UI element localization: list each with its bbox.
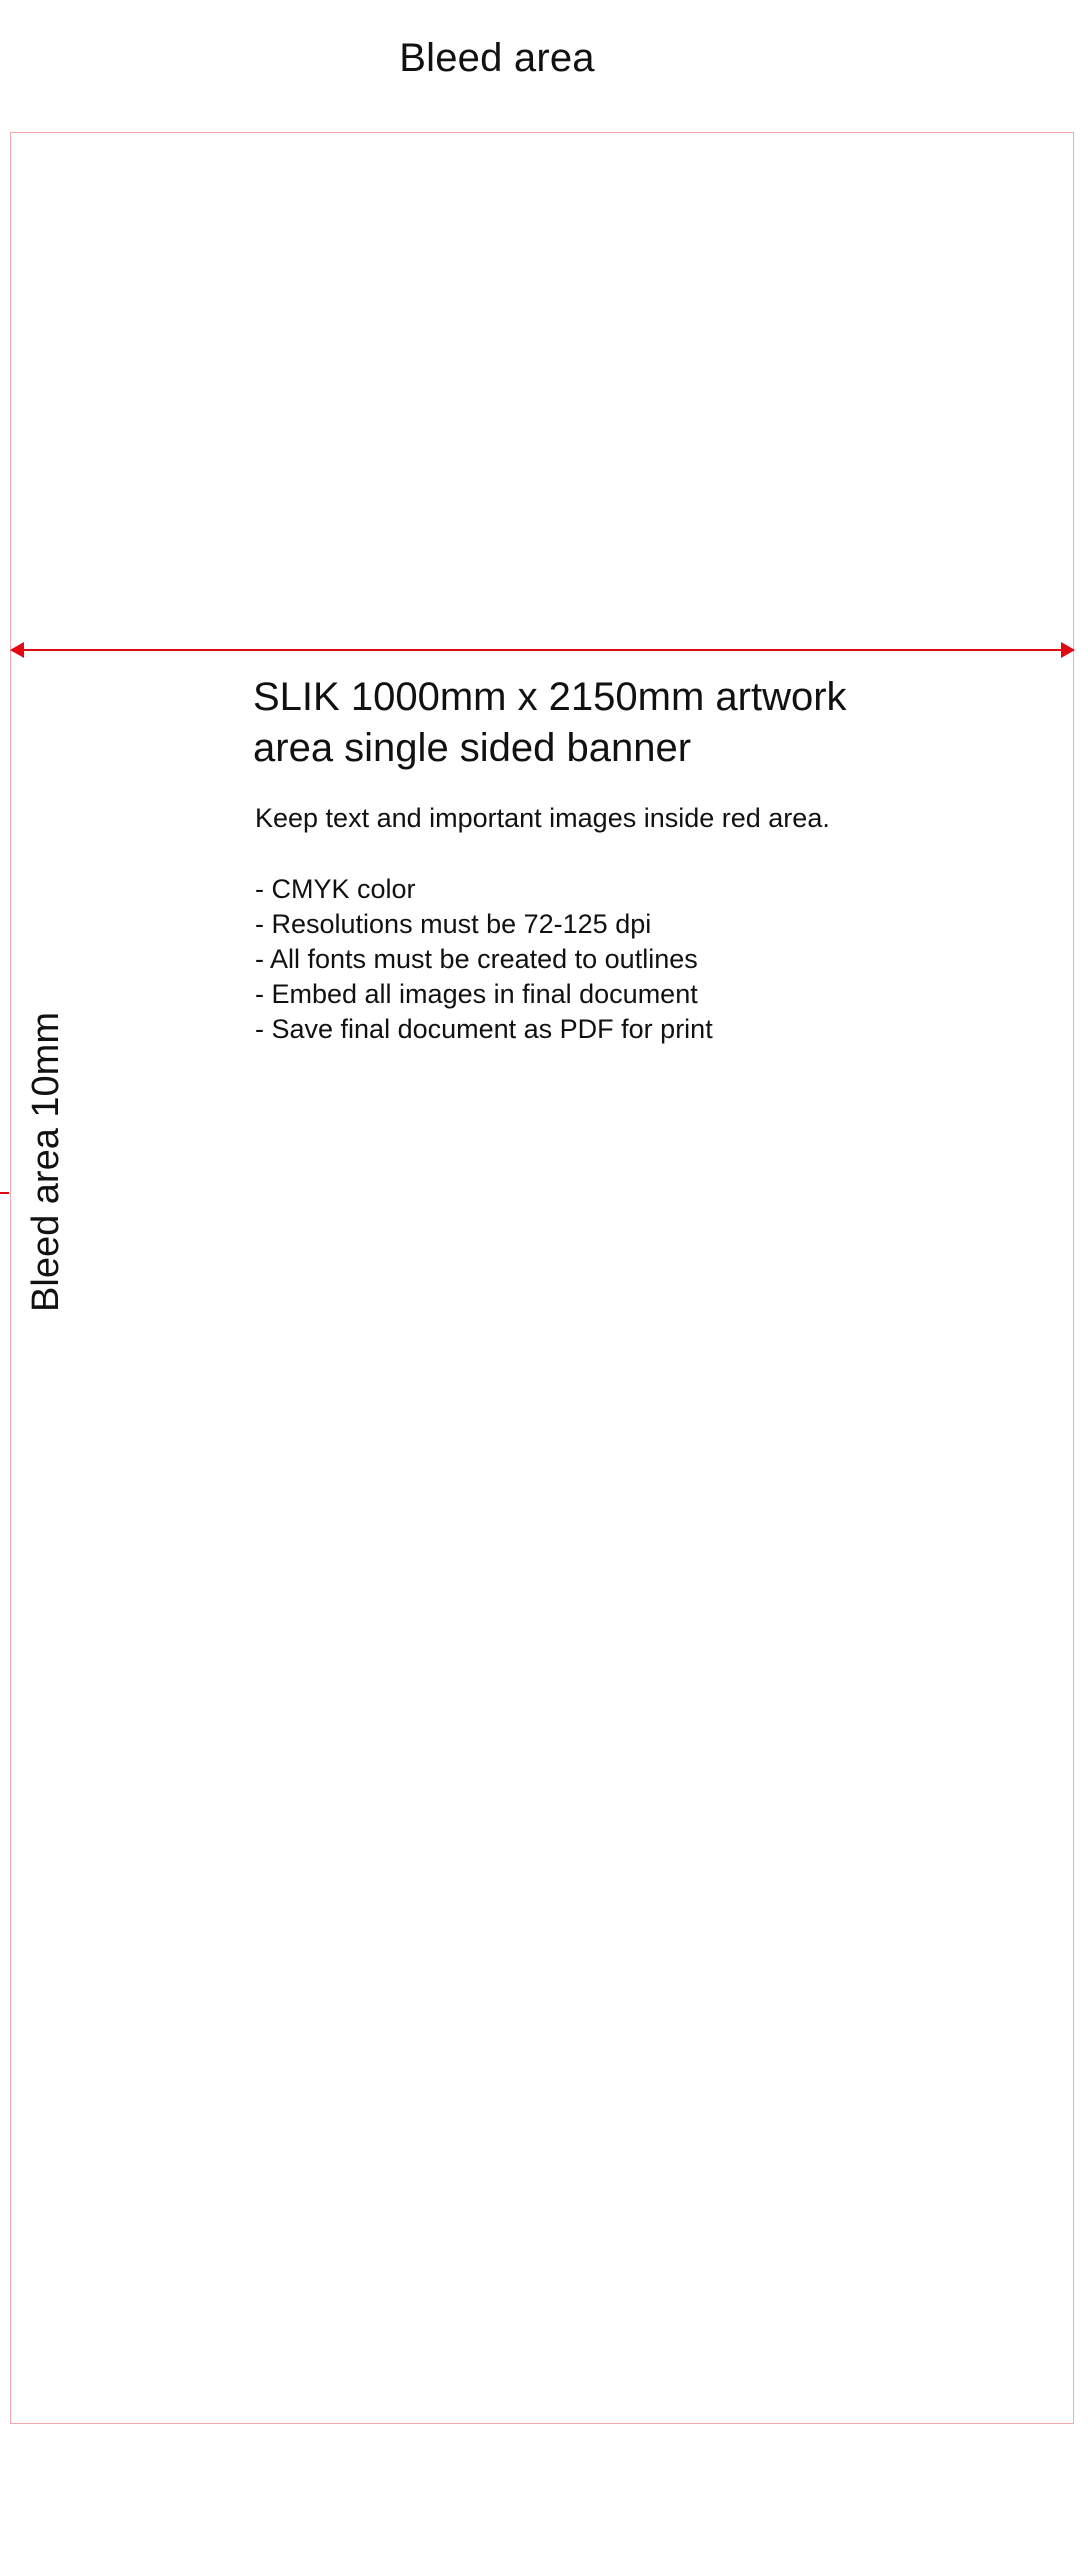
safe-area-note: Keep text and important images inside red area. <box>255 803 830 833</box>
banner-title <box>253 672 973 774</box>
print-requirements-list <box>255 872 975 1047</box>
arrowhead-right-icon <box>1061 642 1075 658</box>
requirement-item: - Resolutions must be 72-125 dpi <box>255 909 652 939</box>
bleed-side-tick-mark <box>0 1192 9 1194</box>
width-dimension-arrow <box>10 636 1075 664</box>
bleed-area-top-label: Bleed area <box>399 36 595 80</box>
requirement-item: - Save final document as PDF for print <box>255 1014 713 1044</box>
arrowhead-left-icon <box>10 642 24 658</box>
bleed-area-side-label: Bleed area 10mm <box>25 1012 67 1312</box>
requirement-item: - Embed all images in final document <box>255 979 698 1009</box>
requirement-item: - CMYK color <box>255 874 416 904</box>
requirement-item: - All fonts must be created to outlines <box>255 944 698 974</box>
banner-title-line-1: SLIK 1000mm x 2150mm artwork <box>253 675 847 719</box>
banner-title-line-2: area single sided banner <box>253 726 692 770</box>
artwork-area-border <box>10 132 1074 2424</box>
